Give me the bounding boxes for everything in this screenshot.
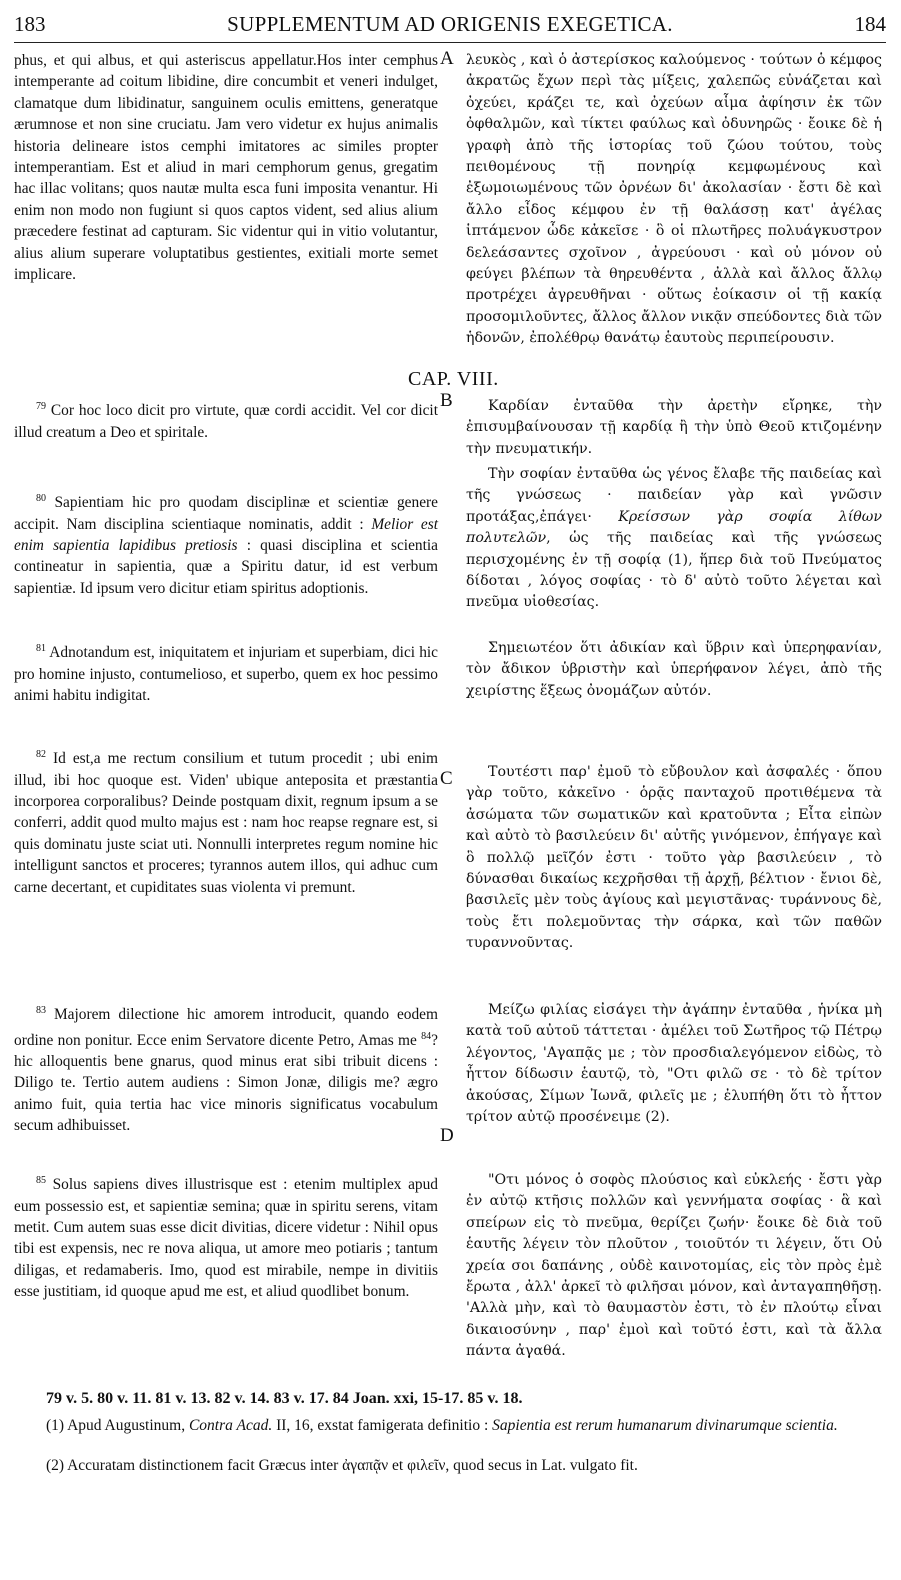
greek-text: , ὡς τῆς παιδείας καὶ τῆς γνώσεως περισχομένης ἐν τῇ σοφίᾳ (1), ἥπερ διὰ τοῦ Πνεύματος δίδοται , λόγος σοφίας · τὸ δ' αὐτὸ τοῦτο λέγεται καὶ πνεῦμα υἱοθεσίας.: [466, 530, 882, 611]
greek-block-1: [466, 50, 882, 350]
latin-block-1: [14, 50, 438, 285]
note-text: Cor hoc loco dicit pro virtute, quæ cordi accidit. Vel cor dicit illud creatum a Deo et spiritale.: [14, 402, 438, 441]
greek-paragraph: Τουτέστι παρ' ἐμοῦ τὸ εὔβουλον καὶ ἀσφαλές · ὅπου γὰρ τοῦτο, κἀκεῖνο · ὁρᾷς πανταχοῦ προτιθέμενα τὰ ἀσώματα τῶν σωματικῶν καὶ κρατοῦντα ; Εἶτα εἰπὼν καὶ αὐτὸ τὸ βασιλεύειν δι' αὐτῆς γινόμενον, ἐπήγαγε καὶ ὃ πολλῷ μεῖζόν ἐστι · τοῦτο γὰρ βασιλεύειν , τὸ δύνασθαι δικαίως κεχρῆσθαι τῇ ἀρχῇ, βέλτιον · ἔνιοι δὲ, βασιλεῖς μὲν τοὺς ἁγίους καὶ μεγιστᾶνας· τυράννους δὲ, τοὺς ἔτι πολεμοῦντας τὴν σάρκα, καὶ τῶν παθῶν τυραννοῦντας.: [466, 764, 882, 952]
section-marker-a: A: [440, 48, 454, 69]
greek-paragraph: "Οτι μόνος ὁ σοφὸς πλούσιος καὶ εὐκλεής · ἔστι γὰρ ἐν αὐτῷ κτῆσις πολλῶν καὶ γεννήματα σοφίας · ἃ καὶ σπείρων εἰς τὸ πνεῦμα, θερίζει ζωήν· ἔοικε δὲ διὰ τοῦ ἑαυτῆς λέγειν τὸν πλοῦτον , τοιοῦτόν τι λέγειν, ὅτι Οὐ χρεία σοι δαπάνης , οὐδὲ καινοτομίας, εἰς τὸν πρὸς ἐμὲ ἔρωτα , ἀλλ' ἀρκεῖ τὸ φιλῆσαι μόνον, καὶ ἀνταγαπηθῆσῃ. 'Αλλὰ μὴν, καὶ τὸ θαυμαστὸν ἐστι, τὸ ἐν πλούτῳ εἶναι δικαιοσύνην , παρ' ἐμοὶ καὶ τοῦτό ἐστι, καὶ τὰ ἄλλα πάντα ἀγαθά.: [466, 1172, 882, 1360]
greek-note-80: [466, 464, 882, 614]
note-text: Solus sapiens dives illustrisque est : etenim multiplex apud eum possessio est, et sapientiæ semina; quæ in spiritu serens, vitam metit. Cum autem suas esse dicit divitias, dicere videtur : Nihil opus tibi est expensis, nec re nova aliqua, ut amore meo potiaris ; tantum diligas, et redamaberis. Imo, quod est mirabile, nempe in divitiis esse justitiam, id quoque apud me est, et aliud quodlibet bonum.: [14, 1176, 438, 1301]
footnote-text: (1) Apud Augustinum,: [46, 1417, 186, 1434]
note-text: Majorem dilectione hic amorem introducit, quando eodem ordine non ponitur. Ecce enim Servatore dicente Petro, Amas me: [14, 1006, 438, 1049]
page-header: [14, 12, 886, 42]
footnote-2: (2) Accuratam distinctionem facit Græcus inter ἀγαπᾷν et φιλεῖν, quod secus in Lat. vulgato fit.: [46, 1457, 638, 1474]
footnote-text: II, 16, exstat famigerata definitio :: [276, 1417, 489, 1434]
greek-paragraph: λευκὸς , καὶ ὁ ἀστερίσκος καλούμενος · τούτων ὁ κέμφος ἀκρατῶς ἔχων περὶ τὰς μίξεις, χαλεπῶς εὐνάζεται καὶ ὀχεύει, κράζει τε, καὶ ὀχεύων αἷμα ἀφίησιν ἐκ τῶν ὀφθαλμῶν, καὶ τίκτει φαύλως καὶ ὀδυνηρῶς · ἔοικε δὲ ἡ γραφὴ ἀπὸ τῆς ἱστορίας τοῦ ζώου τούτου, τοὺς πειθομένους τῇ πονηρίᾳ κεμφωμένους καὶ ἐξωμοιωμένους τῶν ὀρνέων δι' ἀκολασίαν · ἔστι δὲ καὶ ἄλλο εἶδος κέμφου ἐν τῇ θαλάσσῃ κατ' ἀγέλας ἱπτάμενον ὧδε κἀκεῖσε · ὃ οἱ πλωτῆρες πολυάγκυστρον δελεάσαντες σχοῖνον , ἀγρεύουσι · καὶ οὐ μόνον οὐ φεύγει βλέπων τὰ θηρευθέντα , ἀλλὰ καὶ ἄλλος ἄλλῳ προτρέχει ἀγρευθῆναι · οὕτως ἐοίκασιν οἱ τῇ κακίᾳ προσομιλοῦντες, ἄλλος ἄλλον νικᾷν σπεύδοντες διὰ τῶν ἡδονῶν, ἐπολέθρῳ θανάτῳ ἑαυτοὺς περιπείρουσιν.: [466, 52, 882, 347]
note-number: 81: [36, 643, 46, 654]
definition-quote: Sapientia est rerum humanarum divinarumque scientia.: [492, 1417, 838, 1434]
latin-paragraph: phus, et qui albus, et qui asteriscus appellatur.Hos inter cemphus intemperante ad coitum libidine, dire concumbit et veneri indulget, clamatque dum libidinatur, sanguinem oculis emittens, generatque ærumnose et non sine cruciatu. Jam vero videtur ex hujus animalis historia delineare istos cemphi imitatores ac similes propter intemperantiam. Est et aliud in mari cemphorum genus, gregatim hac illac volitans; quos nautæ multa esca funi imposita venantur. Hi enim non modo non fugiunt si quos captos vident, sed alius alium præcedere festinat ad capturam. Sic videntur qui in vitio volutantur, alius alium superare voluptatibus gestientes, exitiali morte semet implicare.: [14, 52, 438, 284]
right-page-number: 184: [854, 12, 886, 36]
note-text: Adnotandum est, iniquitatem et injuriam et superbiam, dici hic pro homine injusto, contumelioso, et superbo, quem ex hoc pessimo animi habitu indigitat.: [14, 644, 439, 704]
running-title: SUPPLEMENTUM AD ORIGENIS EXEGETICA.: [227, 12, 673, 36]
greek-note-82: [466, 762, 882, 955]
greek-note-79: [466, 396, 882, 460]
cross-reference: 84: [421, 1030, 432, 1042]
section-marker-c: C: [440, 768, 453, 789]
footnote-1: [46, 1416, 866, 1435]
latin-note-85: [14, 1170, 438, 1303]
verse-references: 79 v. 5. 80 v. 11. 81 v. 13. 82 v. 14. 83 v. 17. 84 Joan. xxi, 15-17. 85 v. 18.: [46, 1390, 523, 1407]
header-rule: [14, 42, 886, 43]
note-text: Id est,a me rectum consilium et tutum procedit ; ubi enim illud, ibi hoc quoque est. Viden' ubique anteposita et præstantia incorporea corporalibus? Deinde postquam dixit, regnum ipsum a se conferri, addit quod multo majus est : nam hoc reapse regnare est, si quis dominatu juste sciat uti. Nonnulli interpretes regum nomine hic intelligunt sanctos et proceres; tyrannos autem illos, qui adhuc cum carne decertant, et cupiditates suas violenta vi premunt.: [14, 750, 438, 896]
left-page-number: 183: [14, 12, 46, 36]
latin-note-81: [14, 638, 438, 706]
note-number: 83: [36, 1005, 46, 1016]
note-text: : quasi disciplina et scientia contineatur in sapientia, quæ a Spiritu datur, id est verbum sapientiæ. Id ipsum vero dicitur etiam spiritus adoptionis.: [14, 536, 438, 597]
latin-note-80: [14, 488, 438, 599]
chapter-heading: CAP. VIII.: [408, 368, 499, 390]
greek-note-85: [466, 1170, 882, 1363]
greek-paragraph: Μείζω φιλίας εἰσάγει τὴν ἀγάπην ἐνταῦθα , ἡνίκα μὴ κατὰ τοῦ αὐτοῦ τάττεται · ἀμέλει τοῦ Σωτῆρος τῷ Πέτρῳ λέγοντος, 'Αγαπᾷς με ; τὸν προσδιαλεγόμενον εἰδὼς, τὸ ἧττον δίδωσιν ἑαυτῷ, τὸ, "Οτι φιλῶ σε · τὸ δὲ τρίτον ἀκούσας, Σίμων Ἰωνᾶ, φιλεῖς με ; ἐλυπήθη ὅτι τὸ ἧττον τρίτον αὐτῷ προσένειμε (2).: [466, 1002, 882, 1126]
note-number: 79: [36, 401, 46, 412]
note-text: Sapientiam hic pro quodam disciplinæ et scientiæ genere accipit. Nam disciplina scientiaque nominatis, addit :: [14, 494, 438, 533]
latin-note-83: [14, 1000, 438, 1137]
greek-note-81: [466, 638, 882, 702]
work-title: Contra Acad.: [188, 1417, 273, 1434]
note-number: 82: [36, 749, 46, 760]
latin-note-82: [14, 744, 438, 898]
section-marker-d: D: [440, 1125, 454, 1146]
scripture-quote: Melior est enim sapientia lapidibus pretiosis: [14, 515, 438, 554]
greek-paragraph: Καρδίαν ἐνταῦθα τὴν ἀρετὴν εἴρηκε, τὴν ἐπισυμβαίνουσαν τῇ καρδίᾳ ἢ τὴν ὑπὸ Θεοῦ κτιζομένην τὴν πνευματικήν.: [466, 398, 882, 457]
note-text: ? hic alloquentis bene gnarus, quod minus erat sibi tribuit dicens : Diligo te. Tertio autem audiens : Simon Jonæ, diligis me? ægro animo fuit, quia tertia hac vice minoris significatus vocabulum secum adhibuisset.: [14, 1031, 438, 1135]
scripture-quote: Κρείσσων γὰρ σοφία λίθων πολυτελῶν: [466, 508, 883, 547]
greek-text: Τὴν σοφίαν ἐνταῦθα ὡς γένος ἔλαβε τῆς παιδείας καὶ τῆς γνώσεως · παιδείαν γὰρ καὶ γνῶσιν προτάξας,ἐπάγει·: [466, 466, 882, 525]
greek-paragraph: Σημειωτέον ὅτι ἀδικίαν καὶ ὕβριν καὶ ὑπερηφανίαν, τὸν ἄδικον ὑβριστὴν καὶ ὑπερήφανον λέγει, ἀπὸ τῆς χειρίστης ἕξεως ὀνομάζων αὐτόν.: [466, 640, 882, 699]
note-number: 80: [36, 493, 46, 504]
note-number: 85: [36, 1175, 46, 1186]
section-marker-b: B: [440, 390, 453, 411]
latin-note-79: [14, 396, 438, 443]
greek-note-83: [466, 1000, 882, 1128]
